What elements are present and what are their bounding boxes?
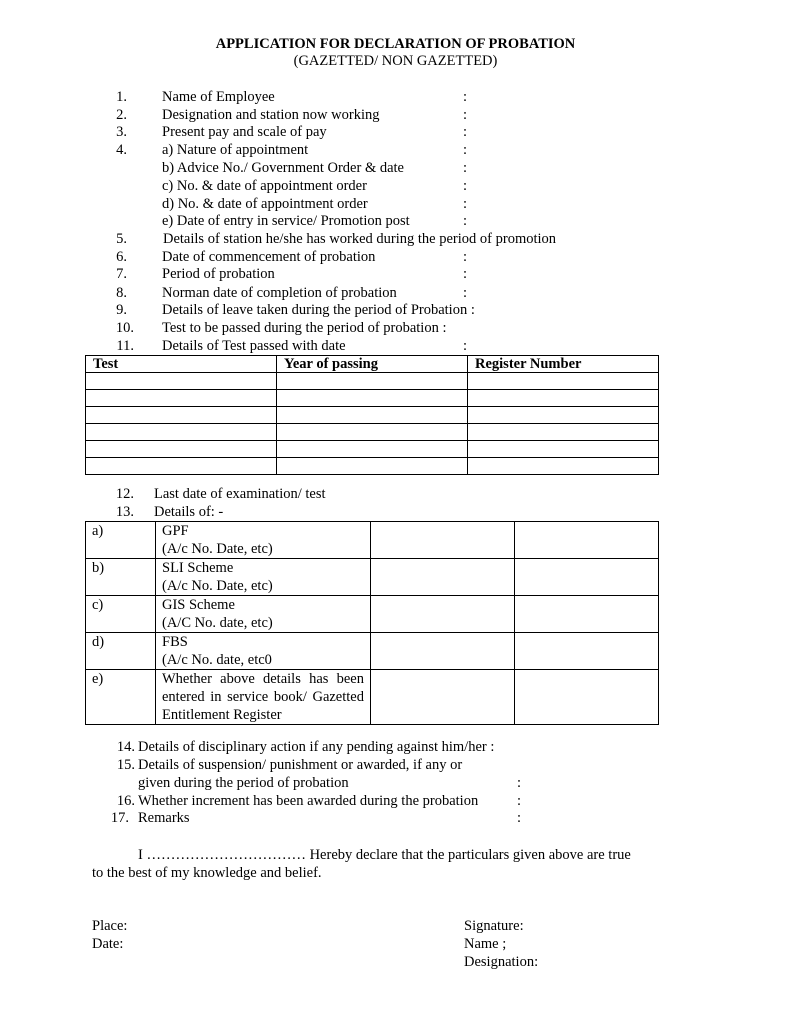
row-label-line: (A/c No. Date, etc) <box>162 541 273 557</box>
item-number: 14. <box>116 739 135 755</box>
table-cell[interactable] <box>371 522 515 559</box>
item-number: 9. <box>116 302 127 318</box>
item-number: 12. <box>115 486 134 502</box>
table-cell[interactable] <box>277 458 468 475</box>
row-label <box>156 522 371 559</box>
test-passed-table <box>85 355 659 475</box>
page-title: APPLICATION FOR DECLARATION OF PROBATION <box>215 36 576 52</box>
page-subtitle: (GAZETTED/ NON GAZETTED) <box>293 53 498 69</box>
table-cell[interactable] <box>86 390 277 407</box>
table-cell[interactable] <box>371 559 515 596</box>
row-label-line: GIS Scheme <box>162 597 235 613</box>
item-number: 6. <box>116 249 127 265</box>
item-number: 7. <box>116 266 127 282</box>
table-row <box>86 670 659 725</box>
item-label: Details of leave taken during the period of Probation : <box>162 302 475 318</box>
table-row <box>86 424 659 441</box>
table-cell[interactable] <box>515 596 659 633</box>
row-key: c) <box>86 596 156 633</box>
table-cell[interactable] <box>277 390 468 407</box>
item-colon: : <box>463 178 468 194</box>
table-cell[interactable] <box>468 373 659 390</box>
item-label: Date of commencement of probation <box>162 249 376 265</box>
item-number: 2. <box>116 107 127 123</box>
item-number: 16. <box>116 793 135 809</box>
item-number: 11. <box>116 338 134 354</box>
item-label: e) Date of entry in service/ Promotion post <box>162 213 410 229</box>
place-label: Place: <box>92 918 128 934</box>
item-number: 1. <box>116 89 127 105</box>
table-cell[interactable] <box>468 458 659 475</box>
table-row <box>86 458 659 475</box>
table-cell[interactable] <box>277 373 468 390</box>
item-label: Last date of examination/ test <box>154 486 326 502</box>
signature-label: Signature: <box>464 918 524 934</box>
item-number: 4. <box>116 142 127 158</box>
table-row <box>86 390 659 407</box>
row-label-line: (A/c No. Date, etc) <box>162 578 273 594</box>
table-cell[interactable] <box>515 522 659 559</box>
item-label: Details of: - <box>154 504 224 520</box>
table-row <box>86 407 659 424</box>
details-table <box>85 521 659 725</box>
item-number: 3. <box>116 124 127 140</box>
row-label-line: (A/C No. date, etc) <box>162 615 273 631</box>
declaration-line-1: I …………………………… Hereby declare that the particulars given above are true <box>138 847 631 863</box>
item-label: d) No. & date of appointment order <box>162 196 368 212</box>
item-label: Designation and station now working <box>162 107 380 123</box>
row-label: Whether above details has been entered in service book/ Gazetted Entitlement Register <box>156 670 371 725</box>
row-label-line: (A/c No. date, etc0 <box>162 652 272 668</box>
table-cell[interactable] <box>371 633 515 670</box>
table-cell[interactable] <box>515 670 659 725</box>
table-cell[interactable] <box>468 390 659 407</box>
item-colon: : <box>463 196 468 212</box>
item-colon: : <box>517 775 522 791</box>
item-label: Details of disciplinary action if any pending against him/her : <box>138 739 495 755</box>
item-colon: : <box>463 142 468 158</box>
table-cell[interactable] <box>468 441 659 458</box>
name-label: Name ; <box>464 936 507 952</box>
item-colon: : <box>463 213 468 229</box>
item-colon: : <box>517 810 522 826</box>
item-label: Norman date of completion of probation <box>162 285 397 301</box>
row-label <box>156 596 371 633</box>
item-number: 13. <box>115 504 134 520</box>
table-cell[interactable] <box>371 596 515 633</box>
table-cell[interactable] <box>86 441 277 458</box>
row-key: b) <box>86 559 156 596</box>
table-row <box>86 596 659 633</box>
date-label: Date: <box>92 936 124 952</box>
item-colon: : <box>463 285 468 301</box>
column-header-year-of-passing: Year of passing <box>277 356 468 373</box>
row-label <box>156 559 371 596</box>
table-cell[interactable] <box>86 424 277 441</box>
table-cell[interactable] <box>371 670 515 725</box>
item-colon: : <box>463 266 468 282</box>
item-number: 5. <box>116 231 127 247</box>
table-header-row <box>86 356 659 373</box>
item-number: 15. <box>116 757 135 773</box>
designation-label: Designation: <box>464 954 539 970</box>
item-colon: : <box>463 249 468 265</box>
table-cell[interactable] <box>468 424 659 441</box>
table-cell[interactable] <box>277 441 468 458</box>
item-label: Remarks <box>138 810 190 826</box>
item-label: Details of suspension/ punishment or awarded, if any or <box>138 757 463 773</box>
row-key: a) <box>86 522 156 559</box>
table-cell[interactable] <box>277 424 468 441</box>
item-label: Test to be passed during the period of probation : <box>162 320 447 336</box>
item-colon: : <box>463 124 468 140</box>
table-row <box>86 633 659 670</box>
row-label-line: SLI Scheme <box>162 560 234 576</box>
item-colon: : <box>463 89 468 105</box>
column-header-register-number: Register Number <box>468 356 659 373</box>
row-label-line: FBS <box>162 634 188 650</box>
item-label: Period of probation <box>162 266 275 282</box>
item-label: a) Nature of appointment <box>162 142 309 158</box>
item-label: Details of Test passed with date <box>162 338 346 354</box>
row-key: d) <box>86 633 156 670</box>
table-row <box>86 441 659 458</box>
table-cell[interactable] <box>468 407 659 424</box>
table-cell[interactable] <box>86 458 277 475</box>
item-label: Present pay and scale of pay <box>162 124 327 140</box>
table-row <box>86 559 659 596</box>
table-cell[interactable] <box>515 633 659 670</box>
table-row <box>86 373 659 390</box>
item-colon: : <box>463 338 468 354</box>
item-label: Name of Employee <box>162 89 275 105</box>
item-colon: : <box>463 160 468 176</box>
item-number: 17. <box>110 810 129 826</box>
item-number: 10. <box>115 320 134 336</box>
item-colon: : <box>463 107 468 123</box>
row-label <box>156 633 371 670</box>
column-header-test: Test <box>86 356 277 373</box>
item-colon: : <box>517 793 522 809</box>
row-label-line: GPF <box>162 523 189 539</box>
table-cell[interactable] <box>86 373 277 390</box>
item-number: 8. <box>116 285 127 301</box>
declaration-line-2: to the best of my knowledge and belief. <box>92 865 322 881</box>
table-cell[interactable] <box>515 559 659 596</box>
item-label: given during the period of probation <box>138 775 349 791</box>
item-label: c) No. & date of appointment order <box>162 178 367 194</box>
item-label: b) Advice No./ Government Order & date <box>162 160 404 176</box>
row-key: e) <box>86 670 156 725</box>
item-label: Details of station he/she has worked during the period of promotion <box>163 231 557 247</box>
table-cell[interactable] <box>86 407 277 424</box>
table-row <box>86 522 659 559</box>
item-label: Whether increment has been awarded during the probation <box>138 793 479 809</box>
table-cell[interactable] <box>277 407 468 424</box>
